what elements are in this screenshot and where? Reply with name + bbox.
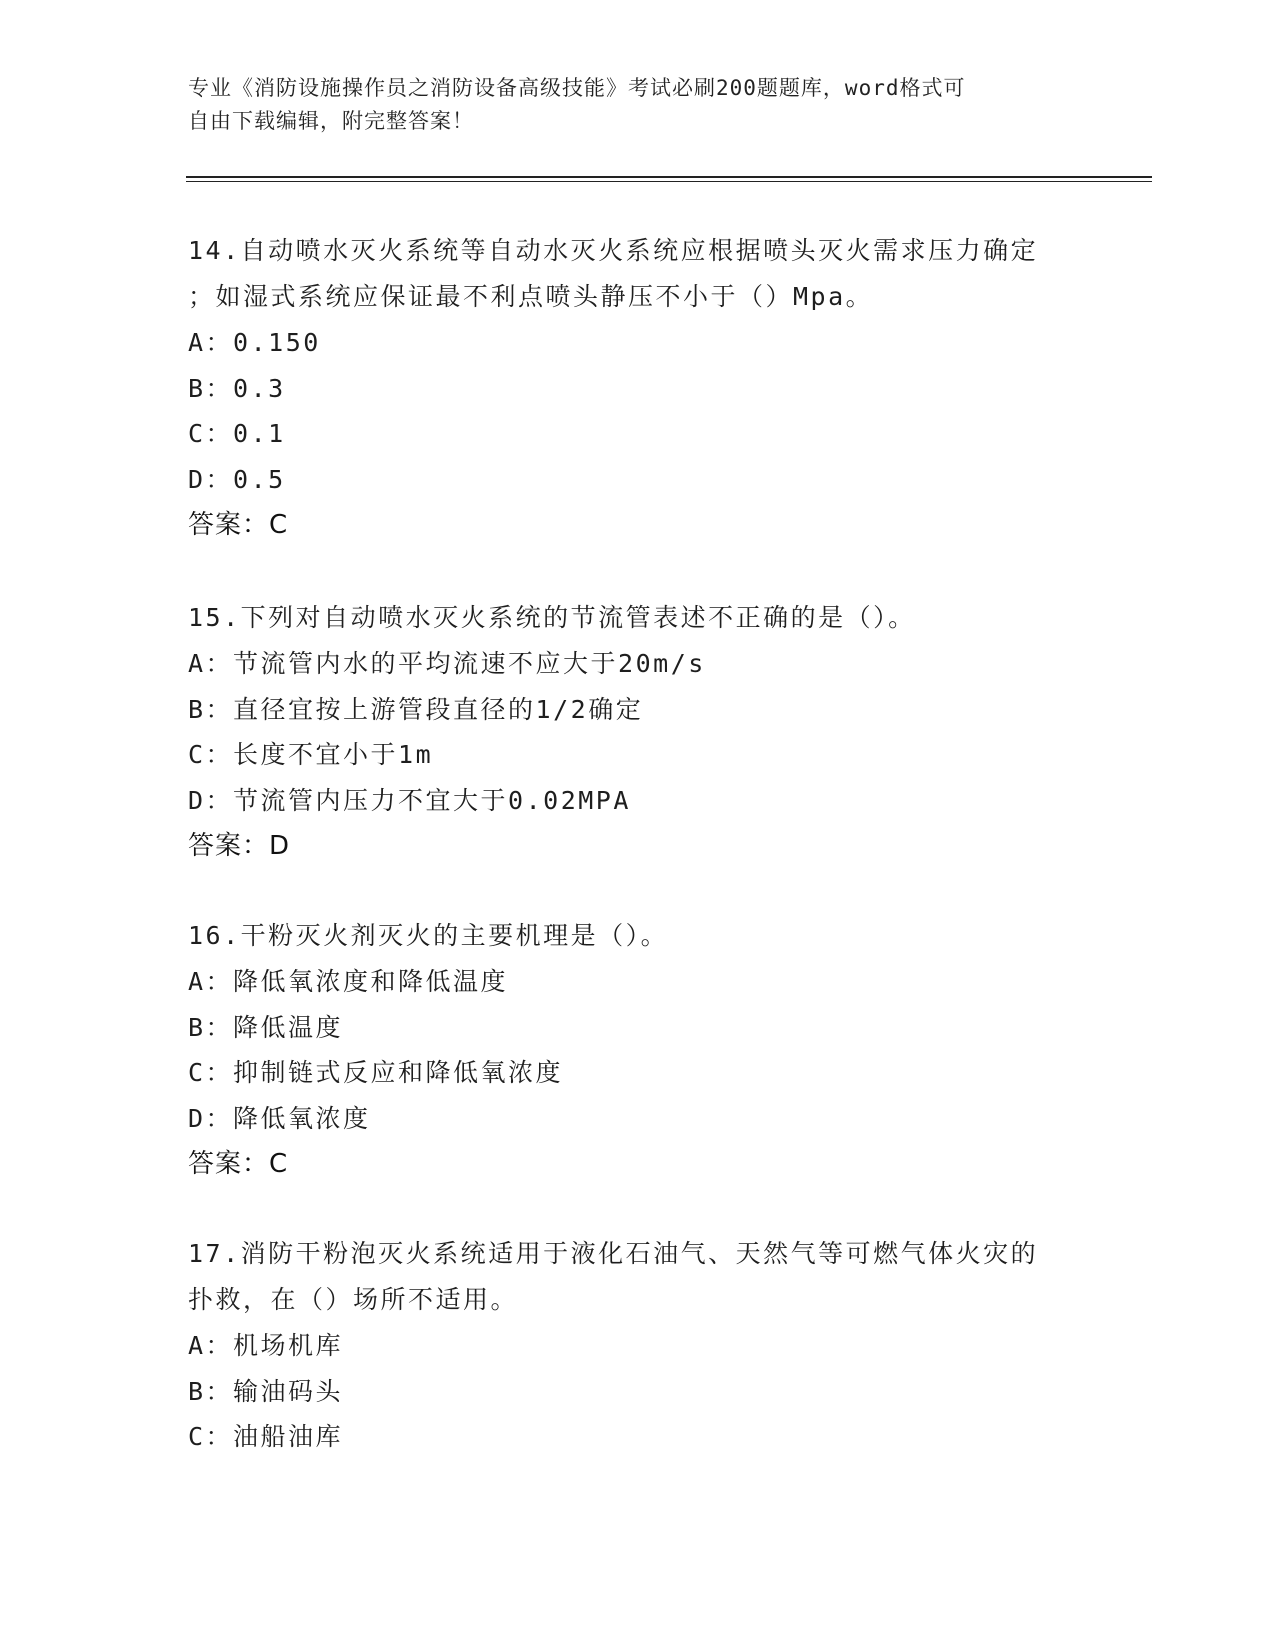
question-17 <box>188 1231 1088 1460</box>
question-stem-line-1: 16.干粉灭火剂灭火的主要机理是（）。 <box>188 921 669 950</box>
option-c: C：抑制链式反应和降低氧浓度 <box>188 1058 564 1087</box>
header-divider-thick <box>186 176 1152 178</box>
header-divider-thin <box>186 181 1152 182</box>
option-a: A：降低氧浓度和降低温度 <box>188 967 509 996</box>
option-c: C：油船油库 <box>188 1422 344 1451</box>
question-stem-line-2: ；如湿式系统应保证最不利点喷头静压不小于（）Mpa。 <box>188 282 874 311</box>
question-stem-line-1: 15.下列对自动喷水灭火系统的节流管表述不正确的是（）。 <box>188 603 916 632</box>
option-c: C：长度不宜小于1m <box>188 740 434 769</box>
question-14 <box>188 228 1088 548</box>
document-header <box>188 72 1068 138</box>
answer: 答案：C <box>188 510 289 540</box>
header-line-2: 自由下载编辑，附完整答案！ <box>188 109 474 133</box>
question-stem-line-2: 扑救，在（）场所不适用。 <box>188 1285 519 1314</box>
header-line-1: 专业《消防设施操作员之消防设备高级技能》考试必刷200题题库，word格式可 <box>188 76 966 100</box>
option-c: C：0.1 <box>188 419 286 448</box>
option-a: A：节流管内水的平均流速不应大于20m/s <box>188 649 706 678</box>
option-b: B：降低温度 <box>188 1012 344 1042</box>
question-stem-line-1: 14.自动喷水灭火系统等自动水灭火系统应根据喷头灭火需求压力确定 <box>188 236 1039 265</box>
question-stem-line-1: 17.消防干粉泡灭火系统适用于液化石油气、天然气等可燃气体火灾的 <box>188 1239 1039 1268</box>
option-d: D：节流管内压力不宜大于0.02MPA <box>188 785 631 815</box>
question-15 <box>188 595 1088 869</box>
option-b: B：直径宜按上游管段直径的1/2确定 <box>188 694 644 724</box>
answer: 答案：D <box>188 831 291 861</box>
option-b: B：输油码头 <box>188 1376 344 1406</box>
option-a: A：0.150 <box>188 328 321 357</box>
option-d: D：降低氧浓度 <box>188 1103 371 1133</box>
option-b: B：0.3 <box>188 373 286 403</box>
option-a: A：机场机库 <box>188 1331 344 1360</box>
answer: 答案：C <box>188 1149 289 1179</box>
question-16 <box>188 913 1088 1187</box>
option-d: D：0.5 <box>188 464 286 494</box>
